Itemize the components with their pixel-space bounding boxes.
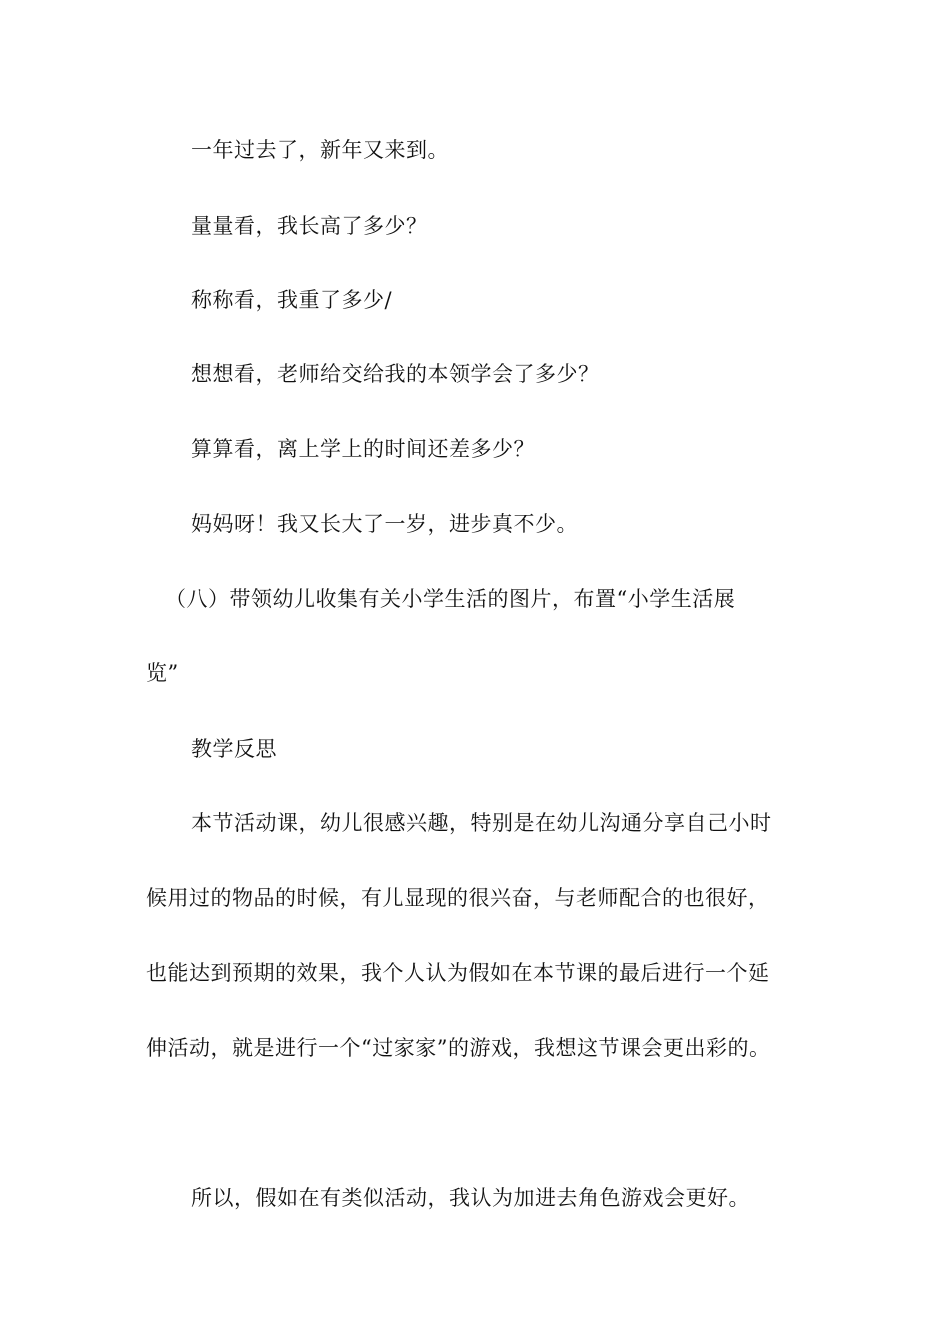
poem-line: 想想看，老师给交给我的本领学会了多少？ (191, 362, 600, 386)
closing-line: 所以，假如在有类似活动，我认为加进去角色游戏会更好。 (191, 1186, 750, 1210)
activity-item-line: （八）带领幼儿收集有关小学生活的图片，布置“小学生活展 (165, 587, 736, 611)
poem-line: 一年过去了，新年又来到。 (191, 138, 449, 162)
paragraph-line: 本节活动课，幼儿很感兴趣，特别是在幼儿沟通分享自己小时 (191, 811, 772, 835)
paragraph-line: 候用过的物品的时候，有儿显现的很兴奋，与老师配合的也很好， (146, 886, 770, 910)
paragraph-line: 伸活动，就是进行一个“过家家”的游戏，我想这节课会更出彩的。 (146, 1036, 771, 1060)
section-heading: 教学反思 (191, 737, 277, 761)
poem-line: 量量看，我长高了多少？ (191, 214, 428, 238)
poem-line: 妈妈呀！我又长大了一岁，进步真不少。 (191, 512, 578, 536)
poem-line: 称称看，我重了多少/ (191, 288, 393, 312)
paragraph-line: 也能达到预期的效果，我个人认为假如在本节课的最后进行一个延 (146, 961, 770, 985)
activity-item-line: 览” (146, 661, 179, 685)
poem-line: 算算看，离上学上的时间还差多少？ (191, 437, 535, 461)
